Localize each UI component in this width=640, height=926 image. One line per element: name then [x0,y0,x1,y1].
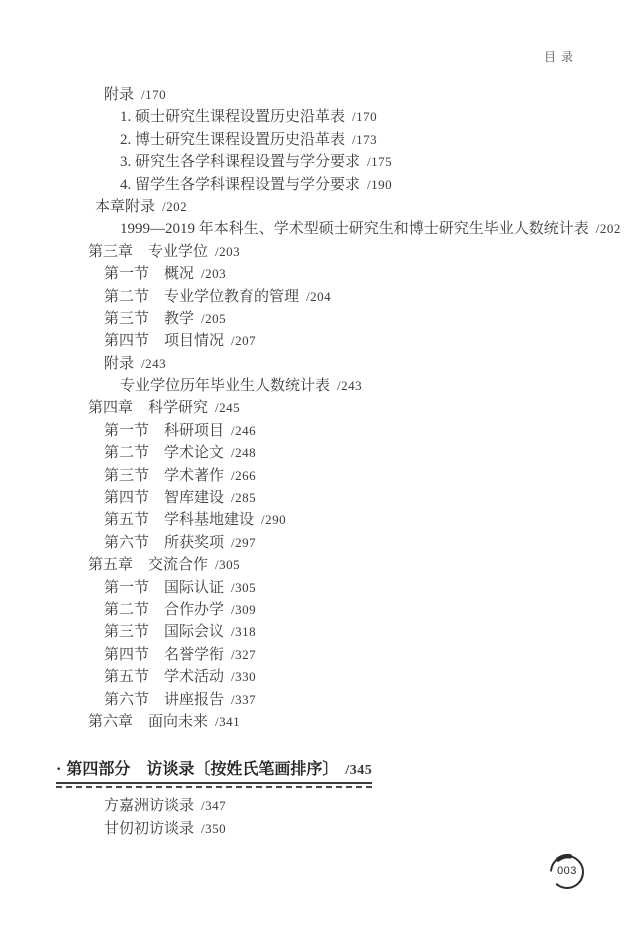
toc-entry-label: 第五节 学术活动 [104,669,225,686]
toc-entry-label: 第二节 专业学位教育的管理 [104,288,300,305]
toc-entry-label: 甘仞初访谈录 [104,821,195,837]
toc-entry-page: /350 [201,821,227,836]
toc-entry-label: 第六章 面向未来 [88,713,209,730]
toc-entry [104,465,621,487]
toc-entry [104,621,621,643]
toc-entry-label: 本章附录 [95,198,156,215]
toc-entry-page: /204 [306,288,332,304]
toc-entry-label: 第一节 科研项目 [104,422,225,439]
toc-entry-label: 第四章 科学研究 [88,400,209,417]
toc-entry [95,196,621,218]
toc-entry-page: /205 [201,310,227,326]
toc-entry [104,84,621,106]
part-four-heading [56,760,372,788]
heading-rule-dashed [56,786,372,788]
toc-entry-page: /347 [201,798,227,813]
toc-entry-label: 第四节 项目情况 [104,333,225,350]
toc-entry-label: 第三章 专业学位 [88,243,209,260]
toc-entry [104,509,621,531]
toc-entry-page: /203 [201,266,227,282]
toc-entry-page: /248 [231,445,257,461]
toc-entry-page: /297 [231,534,257,550]
toc-entry [120,174,621,196]
toc-entry-page: /170 [352,109,378,125]
toc-entry-label: 第三节 国际会议 [104,624,225,641]
toc-entry-page: /207 [231,333,257,349]
toc-entry-label: 第一节 国际认证 [104,579,225,596]
toc-entry-label: 3. 研究生各学科课程设置与学分要求 [120,154,361,171]
toc-entry-label: 专业学位历年毕业生人数统计表 [120,378,331,395]
toc-entry-page: /305 [231,579,257,595]
toc-entry [104,330,621,352]
toc-entry [120,375,621,397]
toc-entry-page: /327 [231,646,257,662]
toc-entry-page: /202 [162,198,188,214]
part-four-title-line [56,760,372,780]
running-head-title: 目录 [543,50,578,64]
toc-entry [104,689,621,711]
toc-entry-label: 第三节 学术著作 [104,467,225,484]
toc-entry-label: 附录 [104,355,135,372]
toc-entry [104,599,621,621]
toc-entry [104,644,621,666]
page-number: 003 [557,865,577,877]
table-of-contents [88,84,621,733]
toc-entry [120,151,621,173]
toc-entry-page: /202 [595,221,621,237]
toc-entry-label: 第四节 智库建设 [104,490,225,507]
toc-entry [88,397,621,419]
toc-entry-label: 第三节 教学 [104,310,195,327]
toc-entry [120,129,621,151]
toc-entry-label: 第五章 交流合作 [88,557,209,574]
toc-entry-page: /285 [231,490,257,506]
toc-entry-page: /170 [141,87,167,102]
toc-entry [120,106,621,128]
toc-entry [88,711,621,733]
toc-entry-label: 1. 硕士研究生课程设置历史沿革表 [120,109,346,126]
toc-entry [104,442,621,464]
toc-entry [104,794,226,817]
toc-entry-label: 第一节 概况 [104,266,195,283]
toc-entry-label: 方嘉洲访谈录 [104,798,195,814]
toc-entry [104,532,621,554]
toc-entry-label: 第二节 学术论文 [104,445,225,462]
toc-entry-page: /337 [231,691,257,707]
toc-entry [104,817,226,840]
toc-entry [104,308,621,330]
page-number-stamp [545,850,589,894]
toc-entry-page: /246 [231,422,257,438]
toc-entry-page: /330 [231,669,257,685]
toc-entry [104,487,621,509]
toc-entry-label: 第二节 合作办学 [104,601,225,618]
toc-entry [88,554,621,576]
toc-entry-page: /243 [337,378,363,394]
heading-rule-solid [56,782,372,784]
toc-entry-label: 1999—2019 年本科生、学术型硕士研究生和博士研究生毕业人数统计表 [120,221,589,238]
toc-entry-label: 第四节 名誉学衔 [104,646,225,663]
toc-entry-label: 2. 博士研究生课程设置历史沿革表 [120,131,346,148]
part-four-page: /345 [345,763,373,778]
toc-entry-label: 4. 留学生各学科课程设置与学分要求 [120,176,361,193]
toc-entry-page: /175 [367,154,393,170]
toc-entry-page: /290 [261,512,287,528]
toc-entry-page: /309 [231,601,257,617]
toc-entry-page: /245 [215,400,241,416]
toc-entry [104,577,621,599]
toc-entry-page: /203 [215,243,241,259]
toc-entry [104,263,621,285]
toc-entry-label: 附录 [104,87,135,103]
toc-entry-page: /266 [231,467,257,483]
toc-entry [104,353,621,375]
part-four-title: 第四部分 访谈录〔按姓氏笔画排序〕 [66,761,339,778]
bullet-icon: · [56,761,62,778]
toc-entry [104,420,621,442]
toc-entry-label: 第五节 学科基地建设 [104,512,255,529]
toc-entry-label: 第六节 讲座报告 [104,691,225,708]
toc-entry [104,286,621,308]
toc-entry-page: /341 [215,713,241,729]
toc-entry [104,666,621,688]
toc-entry [120,218,621,240]
interview-entries [104,794,226,840]
toc-entry-label: 第六节 所获奖项 [104,534,225,551]
toc-entry [88,241,621,263]
toc-entry-page: /190 [367,176,393,192]
toc-entry-page: /243 [141,355,167,371]
toc-entry-page: /305 [215,557,241,573]
toc-entry-page: /318 [231,624,257,640]
toc-entry-page: /173 [352,131,378,147]
